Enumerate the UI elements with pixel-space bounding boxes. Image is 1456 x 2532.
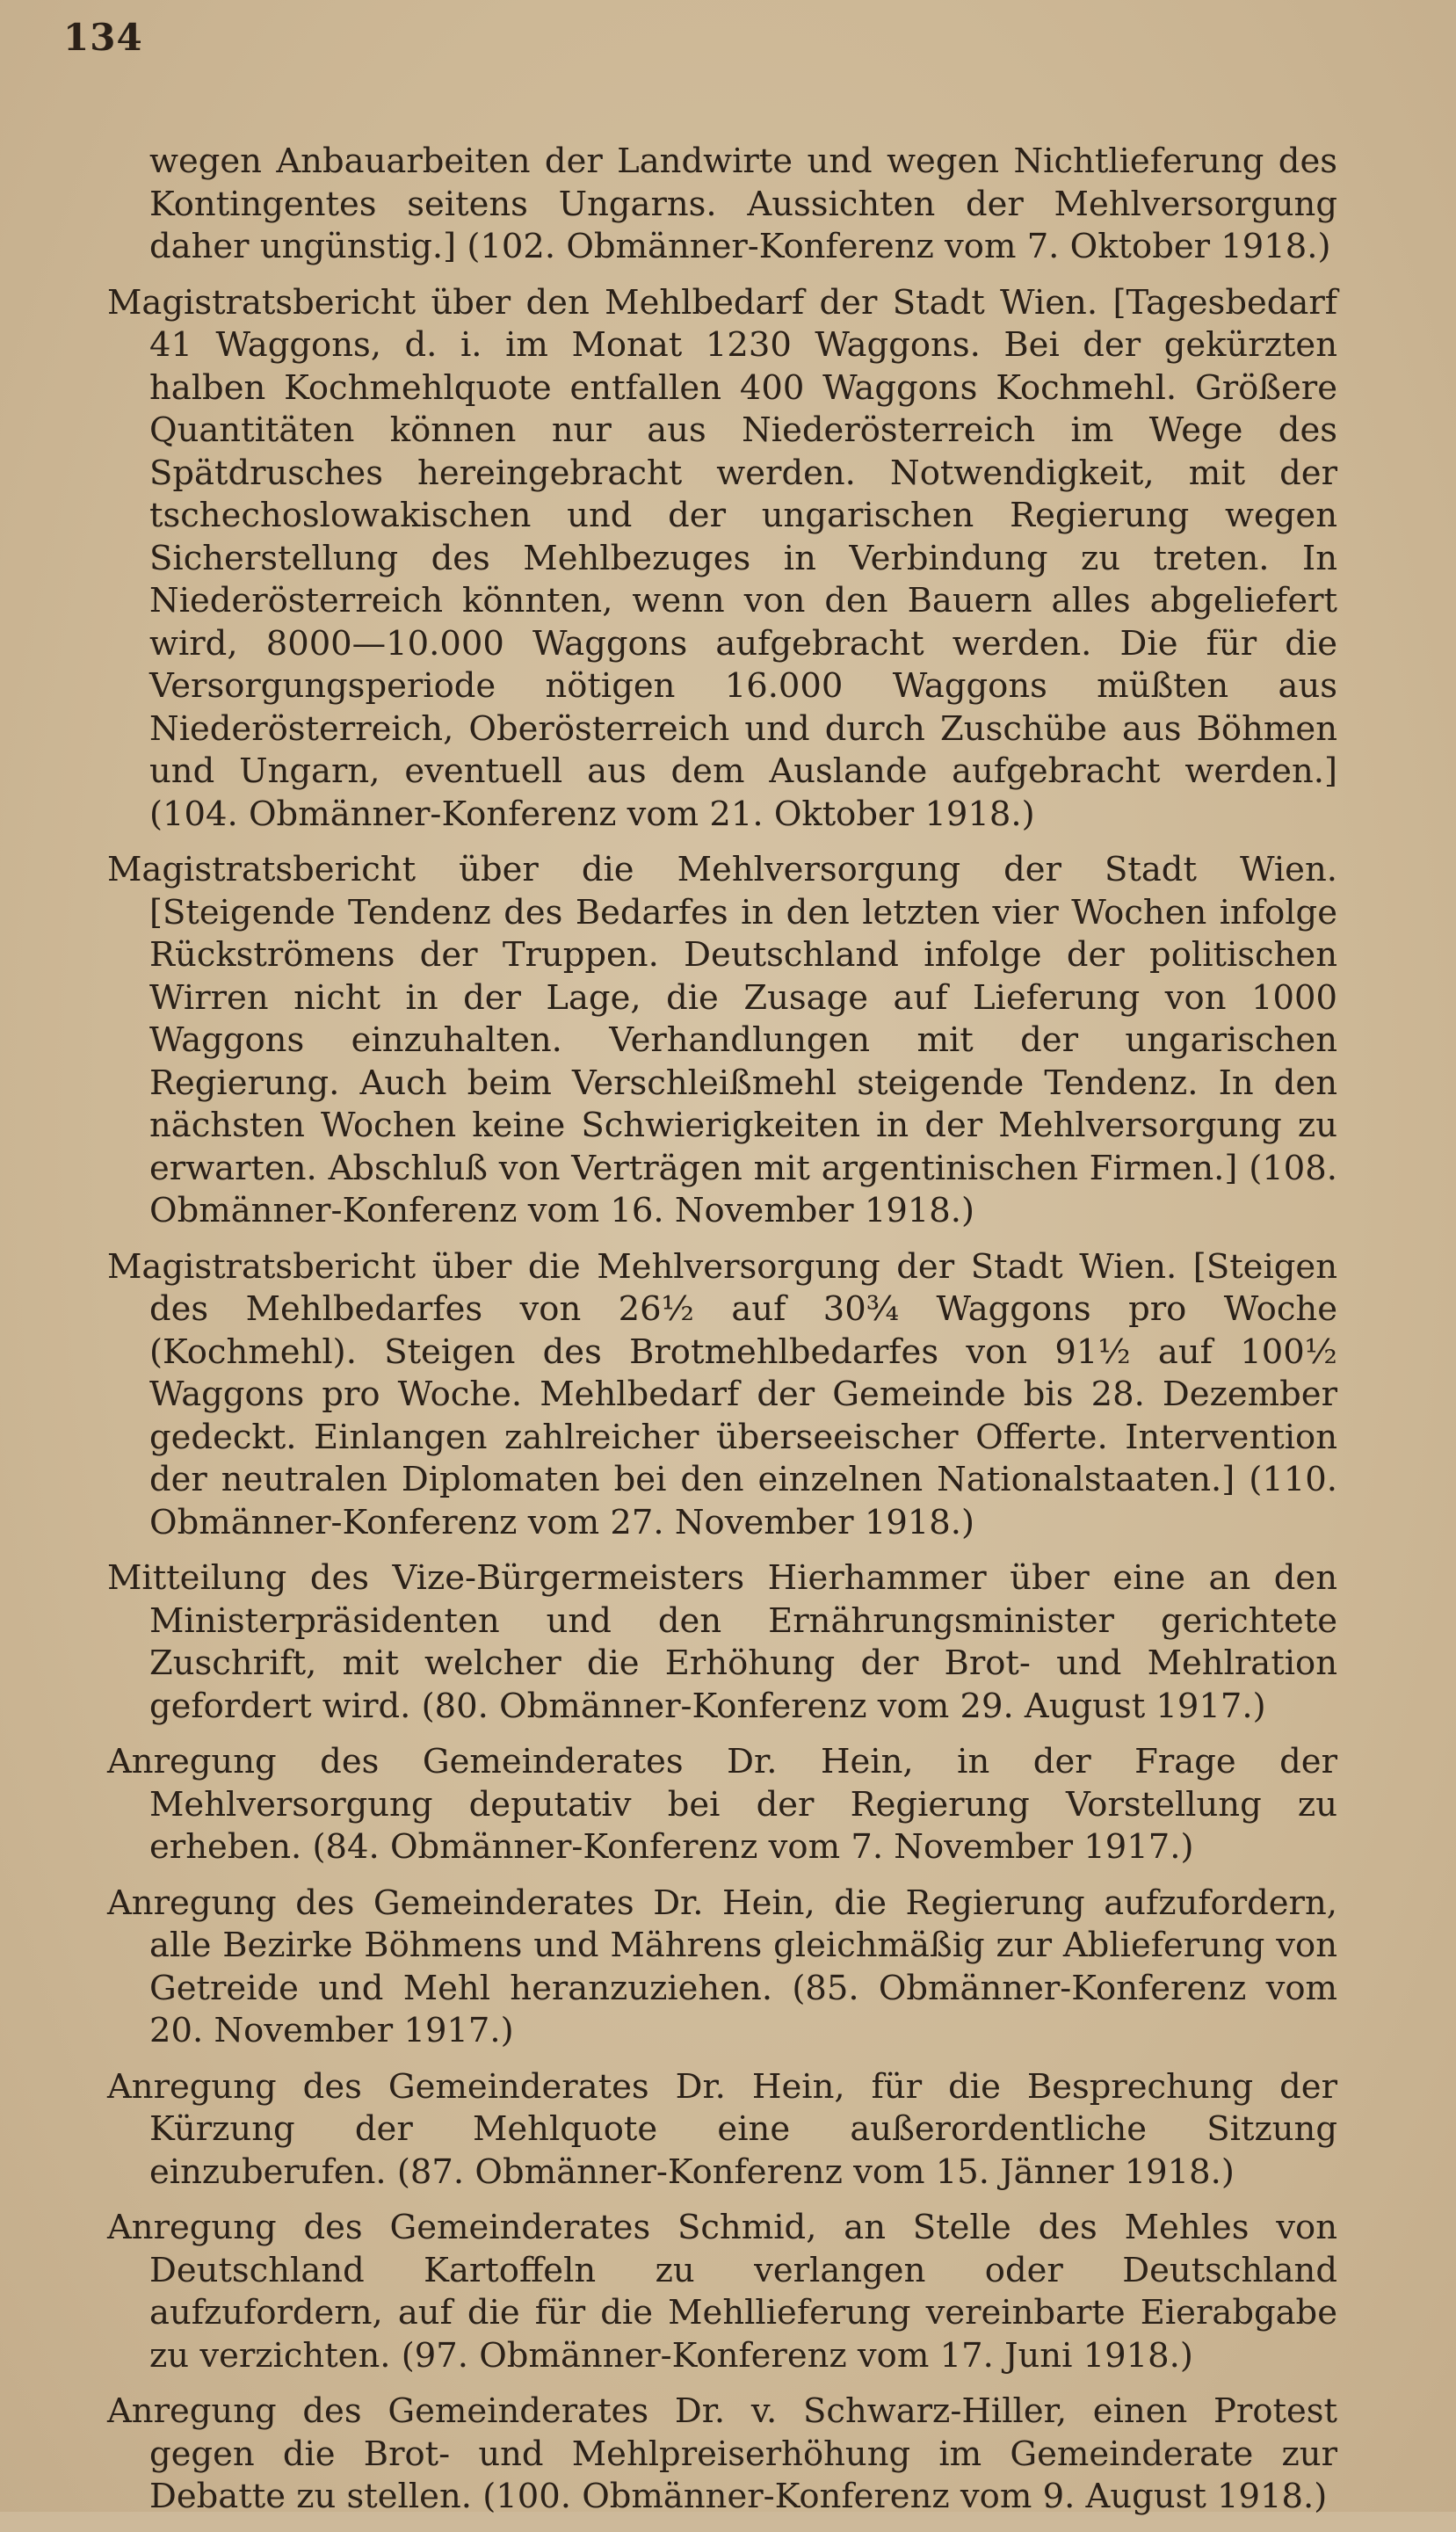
entry-hein-bohemia-moravia: Anregung des Gemeinderates Dr. Hein, die Regierung aufzufordern, alle Bezirke Böhmens und Mährens gleichmäßig zur Ablieferung von Getreide und Mehl heranzuziehen. (85. Obmänner-Konferenz vom 20. November 1917.) [107,1883,1337,2050]
entry-hein-extraordinary-session: Anregung des Gemeinderates Dr. Hein, für die Besprechung der Kürzung der Mehlquote eine außerordentliche Sitzung einzuberufen. (87. Obmänner-Konferenz vom 15. Jänner 1918.) [107,2066,1337,2192]
entry-magistrate-report-flour-demand: Magistratsbericht über den Mehlbedarf der Stadt Wien. [Tagesbedarf 41 Waggons, d. i. im Monat 1230 Waggons. Bei der gekürzten halben Kochmehlquote entfallen 400 Waggons Kochmehl. Größere Quantitäten können nur aus Niederösterreich im Wege des Spätdrusches hereingebracht werden. Notwendigkeit, mit der tschechoslowakischen und der ungarischen Regierung wegen Sicherstellung des Mehlbezuges in Verbindung zu treten. In Niederösterreich könnten, wenn von den Bauern alles abgeliefert wird, 8000—10.000 Waggons aufgebracht werden. Die für die Versorgungsperiode nötigen 16.000 Waggons müßten aus Niederösterreich, Oberösterreich und durch Zuschübe aus Böhmen und Ungarn, eventuell aus dem Auslande aufgebracht werden.] (104. Obmänner-Konferenz vom 21. Oktober 1918.) [107,282,1337,834]
entry-magistrate-report-flour-supply-nov16: Magistratsbericht über die Mehlversorgung der Stadt Wien. [Steigende Tendenz des Bedarfes in den letzten vier Wochen infolge Rückströmens der Truppen. Deutschland infolge der politischen Wirren nicht in der Lage, die Zusage auf Lieferung von 1000 Waggons einzuhalten. Verhandlungen mit der ungarischen Regierung. Auch beim Verschleißmehl steigende Tendenz. In den nächsten Wochen keine Schwierigkeiten in der Mehlversorgung zu erwarten. Abschluß von Verträgen mit argentinischen Firmen.] (108. Obmänner-Konferenz vom 16. November 1918.) [107,850,1337,1230]
entry-schmid-potatoes: Anregung des Gemeinderates Schmid, an Stelle des Mehles von Deutschland Kartoffeln zu verlangen oder Deutschland aufzufordern, auf die für die Mehllieferung vereinbarte Eierabgabe zu verzichten. (97. Obmänner-Konferenz vom 17. Juni 1918.) [107,2208,1337,2376]
entry-schwarz-hiller-protest: Anregung des Gemeinderates Dr. v. Schwarz-Hiller, einen Protest gegen die Brot- und Mehlpreiserhöhung im Gemeinderate zur Debatte zu stellen. (100. Obmänner-Konferenz vom 9. August 1918.) [107,2391,1337,2516]
entry-hein-deputation: Anregung des Gemeinderates Dr. Hein, in der Frage der Mehlversorgung deputativ bei der Regierung Vorstellung zu erheben. (84. Obmänner-Konferenz vom 7. November 1917.) [107,1742,1337,1867]
page-number: 134 [63,16,143,59]
entry-continued: wegen Anbauarbeiten der Landwirte und wegen Nichtlieferung des Kontingentes seitens Ungarns. Aussichten der Mehlversorgung daher ungünstig.] (102. Obmänner-Konferenz vom 7. Oktober 1918.) [149,141,1337,266]
entry-magistrate-report-flour-supply-nov27: Magistratsbericht über die Mehlversorgung der Stadt Wien. [Steigen des Mehlbedarfes von 26½ auf 30¾ Waggons pro Woche (Kochmehl). Steigen des Brotmehlbedarfes von 91½ auf 100½ Waggons pro Woche. Mehlbedarf der Gemeinde bis 28. Dezember gedeckt. Einlangen zahlreicher überseeischer Offerte. Intervention der neutralen Diplomaten bei den einzelnen Nationalstaaten.] (110. Obmänner-Konferenz vom 27. November 1918.) [107,1246,1337,1542]
entry-vice-mayor-statement: Mitteilung des Vize-Bürgermeisters Hierhammer über eine an den Ministerpräsidenten und den Ernährungsminister gerichtete Zuschrift, mit welcher die Erhöhung der Brot- und Mehlration gefordert wird. (80. Obmänner-Konferenz vom 29. August 1917.) [107,1558,1337,1726]
entry-list [107,141,1337,2532]
